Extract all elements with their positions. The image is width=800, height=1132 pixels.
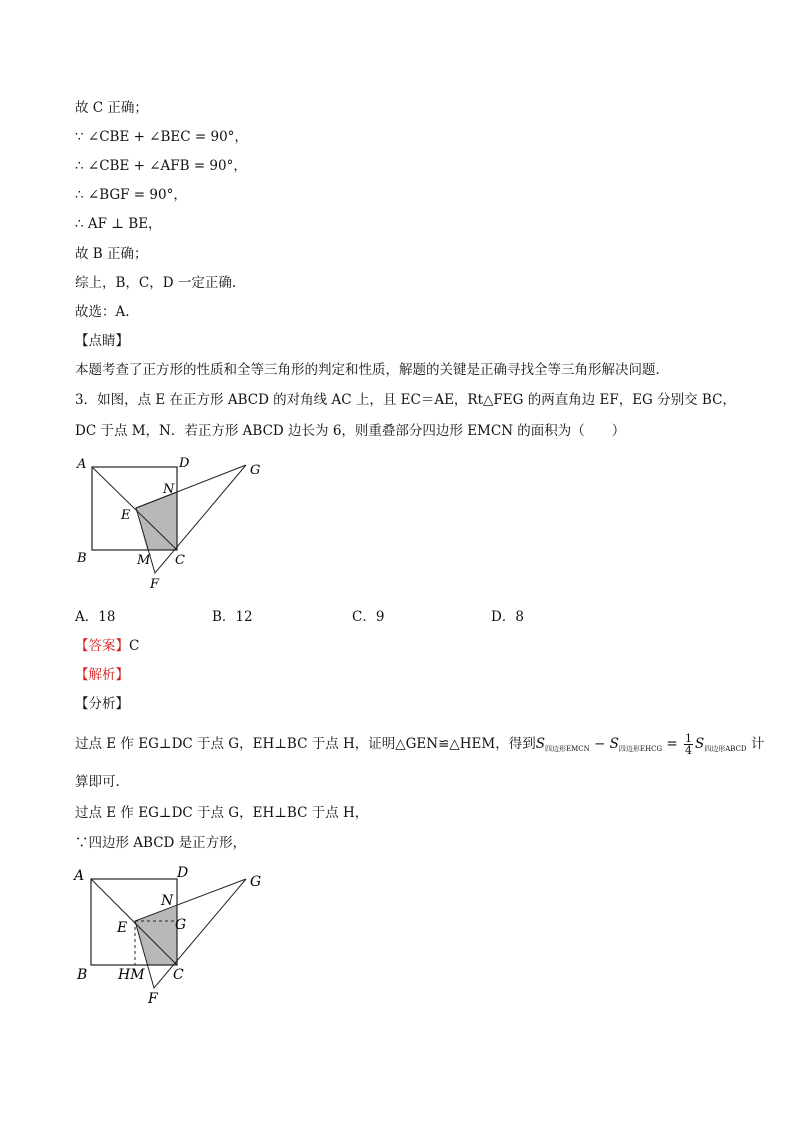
label-M: M xyxy=(137,553,151,568)
area-sub-1: 四边形EMCN xyxy=(545,745,590,753)
label-C-2: C xyxy=(173,967,184,983)
answer-label: 【答案】 xyxy=(75,638,129,654)
analysis-text-1: 过点 E 作 EG⊥DC 于点 G，EH⊥BC 于点 H，证明△GEN≌△HEM，得到 xyxy=(75,736,536,752)
label-E-2: E xyxy=(117,920,128,936)
dianjing-text: 本题考查了正方形的性质和全等三角形的判定和性质，解题的关键是正确寻找全等三角形解决问题. xyxy=(75,362,660,378)
label-F: F xyxy=(150,577,160,592)
text-line-2: ∵ ∠CBE + ∠BEC = 90°， xyxy=(75,129,248,145)
answer-line xyxy=(75,636,139,656)
fraction-one-quarter xyxy=(684,733,693,756)
equals-sign: = xyxy=(662,736,682,752)
area-sub-2: 四边形EHCG xyxy=(618,745,663,753)
analysis-line-2: 算即可. xyxy=(75,774,120,790)
option-a: A．18 xyxy=(75,609,116,625)
text-line-7: 综上，B，C，D 一定正确. xyxy=(75,275,237,291)
label-HM: HM xyxy=(118,967,145,983)
jiexi-heading: 【解析】 xyxy=(75,667,129,683)
option-c: C．9 xyxy=(352,609,385,625)
fraction-numerator: 1 xyxy=(685,732,692,745)
text-line-5: ∴ AF ⊥ BE， xyxy=(75,216,162,232)
label-A: A xyxy=(77,457,87,472)
question-3-line-1: 3．如图，点 E 在正方形 ABCD 的对角线 AC 上，且 EC＝AE，Rt△FEG 的两直角边 EF，EG 分别交 BC， xyxy=(75,392,736,408)
area-symbol-2: S xyxy=(609,736,619,752)
fenxi-heading: 【分析】 xyxy=(75,696,129,712)
label-B-2: B xyxy=(77,967,88,983)
fraction-denominator: 4 xyxy=(685,744,692,757)
label-D-2: D xyxy=(177,865,189,881)
solution-figure xyxy=(70,862,280,1012)
minus-sign: − xyxy=(589,736,610,752)
label-A-2: A xyxy=(74,868,85,884)
overlap-shade xyxy=(136,492,177,550)
overlap-shade-2 xyxy=(135,906,177,965)
text-line-1: 故 C 正确； xyxy=(75,100,148,116)
analysis-line-1 xyxy=(75,733,764,759)
answer-value: C xyxy=(129,638,140,654)
area-symbol-3: S xyxy=(695,736,705,752)
option-b: B．12 xyxy=(212,609,253,625)
area-sub-3: 四边形ABCD xyxy=(704,745,747,753)
text-line-8: 故选：A. xyxy=(75,304,130,320)
text-line-4: ∴ ∠BGF = 90°， xyxy=(75,187,187,203)
solution-line-2: ∵四边形 ABCD 是正方形， xyxy=(75,835,247,851)
area-symbol-1: S xyxy=(535,736,545,752)
label-D: D xyxy=(179,456,190,471)
question-3-line-2: DC 于点 M，N．若正方形 ABCD 边长为 6，则重叠部分四边形 EMCN 的面积为（ ） xyxy=(75,423,626,439)
solution-line-1: 过点 E 作 EG⊥DC 于点 G，EH⊥BC 于点 H， xyxy=(75,805,369,821)
label-G-foot: G xyxy=(175,917,187,933)
option-d: D．8 xyxy=(491,609,524,625)
label-G: G xyxy=(250,463,261,478)
label-E: E xyxy=(121,508,131,523)
text-line-3: ∴ ∠CBE + ∠AFB = 90°， xyxy=(75,158,247,174)
label-B: B xyxy=(77,551,87,566)
analysis-text-2: 计 xyxy=(746,736,765,752)
dianjing-heading: 【点睛】 xyxy=(75,333,129,349)
label-C: C xyxy=(175,553,185,568)
label-N: N xyxy=(163,482,175,497)
label-N-2: N xyxy=(161,893,174,909)
text-line-6: 故 B 正确； xyxy=(75,246,148,262)
label-F-2: F xyxy=(148,991,158,1007)
label-G-2: G xyxy=(250,874,262,890)
question-figure xyxy=(70,452,270,597)
